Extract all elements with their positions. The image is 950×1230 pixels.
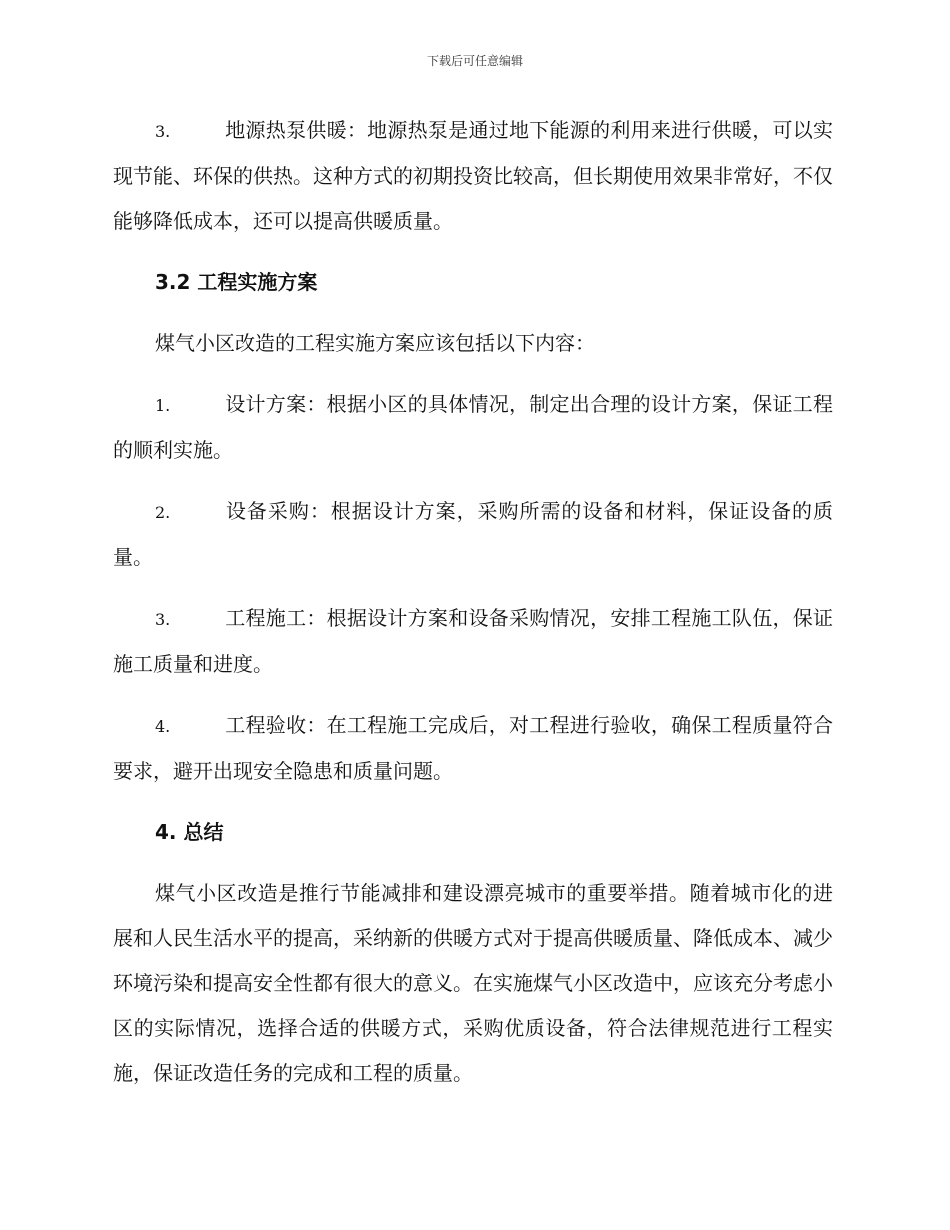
list-number: 2. <box>155 503 171 522</box>
list-item-text: 工程验收：在工程施工完成后，对工程进行验收，确保工程质量符合要求，避开出现安全隐患和质量问题。 <box>113 713 833 783</box>
page-header: 下载后可任意编辑 <box>426 54 523 68</box>
list-number: 4. <box>155 717 171 736</box>
list-number: 3. <box>155 122 171 141</box>
list-item-acceptance <box>113 703 833 794</box>
paragraph-summary: 煤气小区改造是推行节能减排和建设漂亮城市的重要举措。随着城市化的进展和人民生活水平的提高，采纳新的供暖方式对于提高供暖质量、降低成本、减少环境污染和提高安全性都有很大的意义。在实施煤气小区改造中，应该充分考虑小区的实际情况，选择合适的供暖方式，采购优质设备，符合法律规范进行工程实施，保证改造任务的完成和工程的质量。 <box>113 881 833 1085</box>
section-heading-summary: 4. 总结 <box>155 820 224 844</box>
list-item-procurement <box>113 489 833 580</box>
document-body <box>113 108 833 1112</box>
list-item-heat-pump <box>113 108 833 244</box>
list-item-text: 工程施工：根据设计方案和设备采购情况，安排工程施工队伍，保证施工质量和进度。 <box>113 606 833 676</box>
paragraph-intro: 煤气小区改造的工程实施方案应该包括以下内容： <box>155 331 595 355</box>
list-item-design <box>113 382 833 473</box>
list-item-construction <box>113 596 833 687</box>
list-item-text: 设备采购：根据设计方案，采购所需的设备和材料，保证设备的质量。 <box>113 499 833 569</box>
section-heading-implementation: 3.2 工程实施方案 <box>155 270 318 294</box>
list-number: 3. <box>155 610 171 629</box>
list-item-text: 设计方案：根据小区的具体情况，制定出合理的设计方案，保证工程的顺利实施。 <box>113 392 833 462</box>
list-number: 1. <box>155 396 171 415</box>
list-item-text: 地源热泵供暖：地源热泵是通过地下能源的利用来进行供暖，可以实现节能、环保的供热。这种方式的初期投资比较高，但长期使用效果非常好，不仅能够降低成本，还可以提高供暖质量。 <box>113 118 833 233</box>
